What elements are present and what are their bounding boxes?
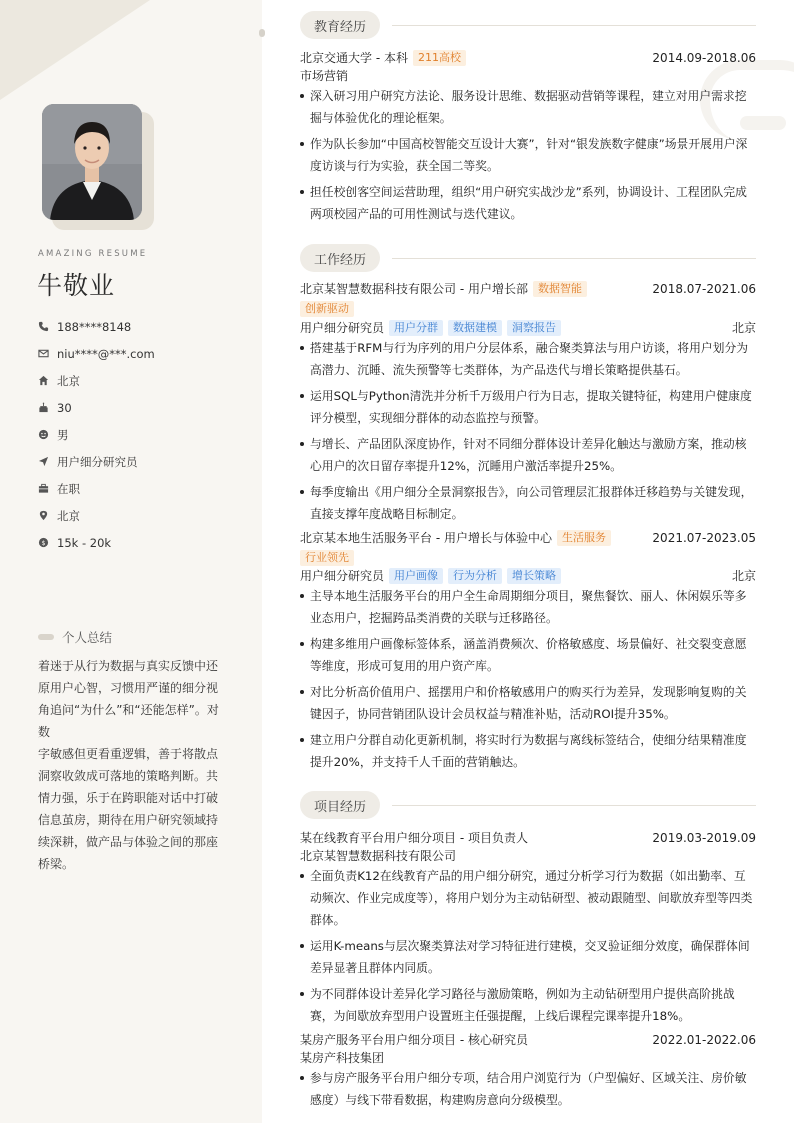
location-pin-icon <box>38 510 49 521</box>
info-salary <box>38 529 155 556</box>
company-name: 北京某本地生活服务平台 - 用户增长与体验中心 <box>300 531 552 545</box>
list-item: 搭建基于RFM与行为序列的用户分层体系，融合聚类算法与用户访谈，将用户划分为高潜力、沉睡、流失预警等七类群体，为产品迭代与增长策略提供基石。 <box>300 337 756 381</box>
skill-tag: 数据建模 <box>448 320 502 336</box>
job-date: 2018.07-2021.06 <box>652 281 756 296</box>
briefcase-icon <box>38 483 49 494</box>
gender-icon <box>38 429 49 440</box>
education-date: 2014.09-2018.06 <box>652 50 756 65</box>
info-gender <box>38 421 155 448</box>
project-date: 2019.03-2019.09 <box>652 830 756 845</box>
phone-text: 188****8148 <box>57 319 132 334</box>
salary-icon <box>38 537 49 548</box>
job-bullets <box>300 337 756 529</box>
project-header-row <box>300 1031 756 1048</box>
project-org-row <box>300 1049 756 1066</box>
section-divider <box>392 258 756 259</box>
section-projects-heading <box>300 790 756 820</box>
summary-line: 字敏感但更看重逻辑，善于将散点 <box>38 747 219 761</box>
job-header-row <box>300 529 756 546</box>
summary-title: 个人总结 <box>62 630 113 645</box>
svg-text:$: $ <box>41 538 46 547</box>
decorative-triangle <box>0 0 150 100</box>
info-home <box>38 367 155 394</box>
status-text: 在职 <box>57 481 80 496</box>
job-role: 用户细分研究员 <box>300 569 385 583</box>
info-position <box>38 448 155 475</box>
project-header-row <box>300 829 756 846</box>
email-icon <box>38 348 49 359</box>
summary-line: 洞察收敛成可落地的策略判断。共 <box>38 769 219 783</box>
school-tag: 211高校 <box>413 50 466 66</box>
job-tag-row <box>300 550 756 566</box>
summary-line: 续深耕，做产品与体验之间的那座 <box>38 835 219 849</box>
section-work-heading <box>300 243 756 273</box>
skill-tag: 行为分析 <box>448 568 502 584</box>
list-item: 与增长、产品团队深度协作，针对不同细分群体设计差异化触达与激励方案，推动核心用户的次日留存率提升12%，沉睡用户激活率提升25%。 <box>300 433 756 477</box>
info-location <box>38 502 155 529</box>
list-item: 作为队长参加“中国高校智能交互设计大赛”，针对“银发族数字健康”场景开展用户深度访谈与行为实验，获全国二等奖。 <box>300 133 756 177</box>
summary-line: 原用户心智，习惯用严谨的细分视 <box>38 681 219 695</box>
summary-line: 着迷于从行为数据与真实反馈中还 <box>38 659 219 673</box>
job-role-row <box>300 567 756 584</box>
skill-tag: 洞察报告 <box>507 320 561 336</box>
company-tag: 数据智能 <box>533 281 587 297</box>
list-item: 为不同群体设计差异化学习路径与激励策略，例如为主动钻研型用户提供高阶挑战赛，为间歇放弃型用户设置班主任强提醒，上线后课程完课率提升18%。 <box>300 983 756 1027</box>
avatar <box>42 104 152 228</box>
company-tag: 行业领先 <box>300 550 354 566</box>
section-education-heading <box>300 10 756 40</box>
job-location: 北京 <box>731 321 756 335</box>
avatar-photo <box>42 104 142 220</box>
candidate-name: 牛敬业 <box>37 271 116 300</box>
decorative-dot <box>259 29 265 37</box>
summary-line: 角追问“为什么”和“还能怎样”。对数 <box>38 703 219 739</box>
salary-text: 15k - 20k <box>57 535 112 550</box>
job-location: 北京 <box>731 569 756 583</box>
person-portrait-icon <box>42 104 142 220</box>
section-divider <box>392 805 756 806</box>
summary-heading <box>38 628 112 646</box>
job-role-row <box>300 319 756 336</box>
major: 市场营销 <box>300 69 349 83</box>
skill-tag: 增长策略 <box>507 568 561 584</box>
brand-label: AMAZING RESUME <box>38 249 148 259</box>
list-item: 构建多维用户画像标签体系，涵盖消费频次、价格敏感度、场景偏好、社交裂变意愿等维度，形成可复用的用户资产库。 <box>300 633 756 677</box>
project-name: 某房产服务平台用户细分项目 - 核心研究员 <box>300 1033 528 1047</box>
list-item: 参与房产服务平台用户细分专项，结合用户浏览行为（户型偏好、区域关注、房价敏感度）与线下带看数据，构建购房意向分级模型。 <box>300 1067 756 1111</box>
send-icon <box>38 456 49 467</box>
education-header-row <box>300 49 756 66</box>
phone-icon <box>38 321 49 332</box>
project-name: 某在线教育平台用户细分项目 - 项目负责人 <box>300 831 528 845</box>
summary-line: 桥梁。 <box>38 857 75 871</box>
project-org-row <box>300 847 756 864</box>
job-bullets <box>300 585 756 777</box>
job-header-row <box>300 280 756 297</box>
summary-pill-icon <box>38 634 54 640</box>
summary-line: 情力强，乐于在跨职能对话中打破 <box>38 791 219 805</box>
email-text: niu****@***.com <box>57 346 155 361</box>
cake-icon <box>38 402 49 413</box>
home-icon <box>38 375 49 386</box>
gender-text: 男 <box>57 427 69 442</box>
summary-line: 信息茧房，期待在用户研究领域持 <box>38 813 219 827</box>
list-item: 建立用户分群自动化更新机制，将实时行为数据与离线标签结合，使细分结果精准度提升20%，并支持千人千面的营销触达。 <box>300 729 756 773</box>
list-item: 运用SQL与Python清洗并分析千万级用户行为日志，提取关键特征，构建用户健康度评分模型，实现细分群体的动态监控与预警。 <box>300 385 756 429</box>
school-name: 北京交通大学 - 本科 <box>300 51 408 65</box>
list-item: 对比分析高价值用户、摇摆用户和价格敏感用户的购买行为差异，发现影响复购的关键因子，协同营销团队设计会员权益与精准补贴，活动ROI提升35%。 <box>300 681 756 725</box>
age-text: 30 <box>57 400 72 415</box>
company-name: 北京某智慧数据科技有限公司 - 用户增长部 <box>300 282 528 296</box>
section-title: 项目经历 <box>300 791 380 819</box>
info-age <box>38 394 155 421</box>
list-item: 担任校创客空间运营助理，组织“用户研究实战沙龙”系列，协调设计、工程团队完成两项校园产品的可用性测试与迭代建议。 <box>300 181 756 225</box>
project-date: 2022.01-2022.06 <box>652 1032 756 1047</box>
project-bullets <box>300 1067 756 1115</box>
list-item: 全面负责K12在线教育产品的用户细分研究，通过分析学习行为数据（如出勤率、互动频次、作业完成度等），将用户划分为主动钻研型、被动跟随型、间歇放弃型等四类群体。 <box>300 865 756 931</box>
section-title: 工作经历 <box>300 244 380 272</box>
list-item: 主导本地生活服务平台的用户全生命周期细分项目，聚焦餐饮、丽人、休闲娱乐等多业态用户，挖掘跨品类消费的关联与迁移路径。 <box>300 585 756 629</box>
position-text: 用户细分研究员 <box>57 454 138 469</box>
list-item: 深入研习用户研究方法论、服务设计思维、数据驱动营销等课程，建立对用户需求挖掘与体验优化的理论框架。 <box>300 85 756 129</box>
info-phone <box>38 313 155 340</box>
summary-text <box>38 655 228 875</box>
job-tag-row <box>300 301 756 317</box>
section-divider <box>392 25 756 26</box>
company-tag: 创新驱动 <box>300 301 354 317</box>
project-bullets <box>300 865 756 1031</box>
info-email <box>38 340 155 367</box>
company-tag: 生活服务 <box>557 530 611 546</box>
info-status <box>38 475 155 502</box>
job-date: 2021.07-2023.05 <box>652 530 756 545</box>
skill-tag: 用户画像 <box>389 568 443 584</box>
location-text: 北京 <box>57 508 80 523</box>
skill-tag: 用户分群 <box>389 320 443 336</box>
education-major-row <box>300 67 756 84</box>
job-role: 用户细分研究员 <box>300 321 385 335</box>
section-title: 教育经历 <box>300 11 380 39</box>
education-bullets <box>300 85 756 229</box>
list-item: 运用K-means与层次聚类算法对学习特征进行建模，交叉验证细分效度，确保群体间差异显著且群体内同质。 <box>300 935 756 979</box>
list-item: 每季度输出《用户细分全景洞察报告》，向公司管理层汇报群体迁移趋势与关键发现，直接支撑年度战略目标制定。 <box>300 481 756 525</box>
home-text: 北京 <box>57 373 80 388</box>
contact-info-list <box>38 313 155 556</box>
project-org: 某房产科技集团 <box>300 1051 385 1065</box>
project-org: 北京某智慧数据科技有限公司 <box>300 849 457 863</box>
